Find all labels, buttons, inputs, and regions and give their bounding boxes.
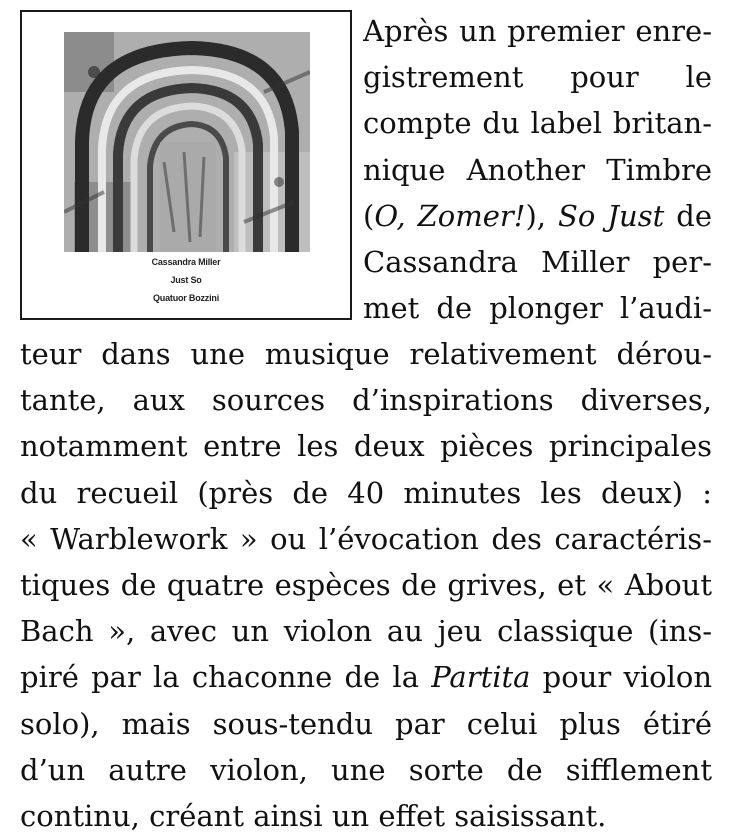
italic-text: Partita (431, 660, 531, 695)
text-run: gistrement pour le (363, 60, 712, 95)
text-line (20, 516, 712, 562)
text-run: Bach », avec un violon au jeu classique (ins- (20, 614, 712, 649)
text-line (20, 377, 712, 423)
text-line (20, 654, 712, 700)
album-cover (20, 10, 352, 320)
cover-title: Just So (170, 275, 202, 285)
text-run: ( (363, 198, 375, 233)
text-line (363, 239, 712, 285)
text-line (20, 423, 712, 469)
text-run: nique Another Timbre (363, 152, 712, 187)
text-line (20, 608, 712, 654)
text-line (20, 562, 712, 608)
text-run: de (664, 198, 712, 233)
text-run: du recueil (près de 40 minutes les deux) : (20, 475, 712, 510)
article-text-right-column (363, 8, 712, 331)
text-line (20, 747, 712, 793)
text-run: continu, créant ainsi un effet saisissant. (20, 798, 607, 833)
text-line (363, 54, 712, 100)
text-line (20, 793, 712, 834)
text-line (363, 8, 712, 54)
text-line (20, 701, 712, 747)
text-run: pour violon (530, 660, 712, 695)
text-line (20, 331, 712, 377)
text-run: tiques de quatre espèces de grives, et « About (20, 567, 712, 602)
text-run: piré par la chaconne de la (20, 660, 432, 695)
italic-text: So Just (558, 198, 665, 233)
text-line (363, 285, 712, 331)
italic-text: O, Zomer! (374, 198, 526, 233)
text-run: Après un premier enre- (363, 14, 712, 48)
text-run: d’un autre violon, une sorte de sifflement (20, 752, 712, 787)
text-line (363, 100, 712, 146)
text-run: notamment entre les deux pièces principales (20, 429, 712, 464)
text-line (20, 470, 712, 516)
text-run: teur dans une musique relativement dérou- (20, 337, 712, 371)
cover-artwork-image (64, 32, 310, 252)
text-run: tante, aux sources d’inspirations diverses, (20, 383, 712, 418)
text-run: compte du label britan- (363, 106, 712, 141)
text-line (363, 147, 712, 193)
text-run: met de plonger l’audi- (363, 291, 712, 326)
article-text-full-width (20, 331, 712, 834)
cover-artist: Cassandra Miller (151, 257, 221, 267)
text-line (363, 193, 712, 239)
text-run: Cassandra Miller per- (363, 244, 712, 279)
text-run: ), (525, 198, 559, 233)
cover-performer: Quatuor Bozzini (153, 293, 219, 303)
text-run: solo), mais sous-tendu par celui plus étiré (20, 706, 712, 741)
text-run: « Warblework » ou l’évocation des caractéris- (20, 521, 712, 556)
